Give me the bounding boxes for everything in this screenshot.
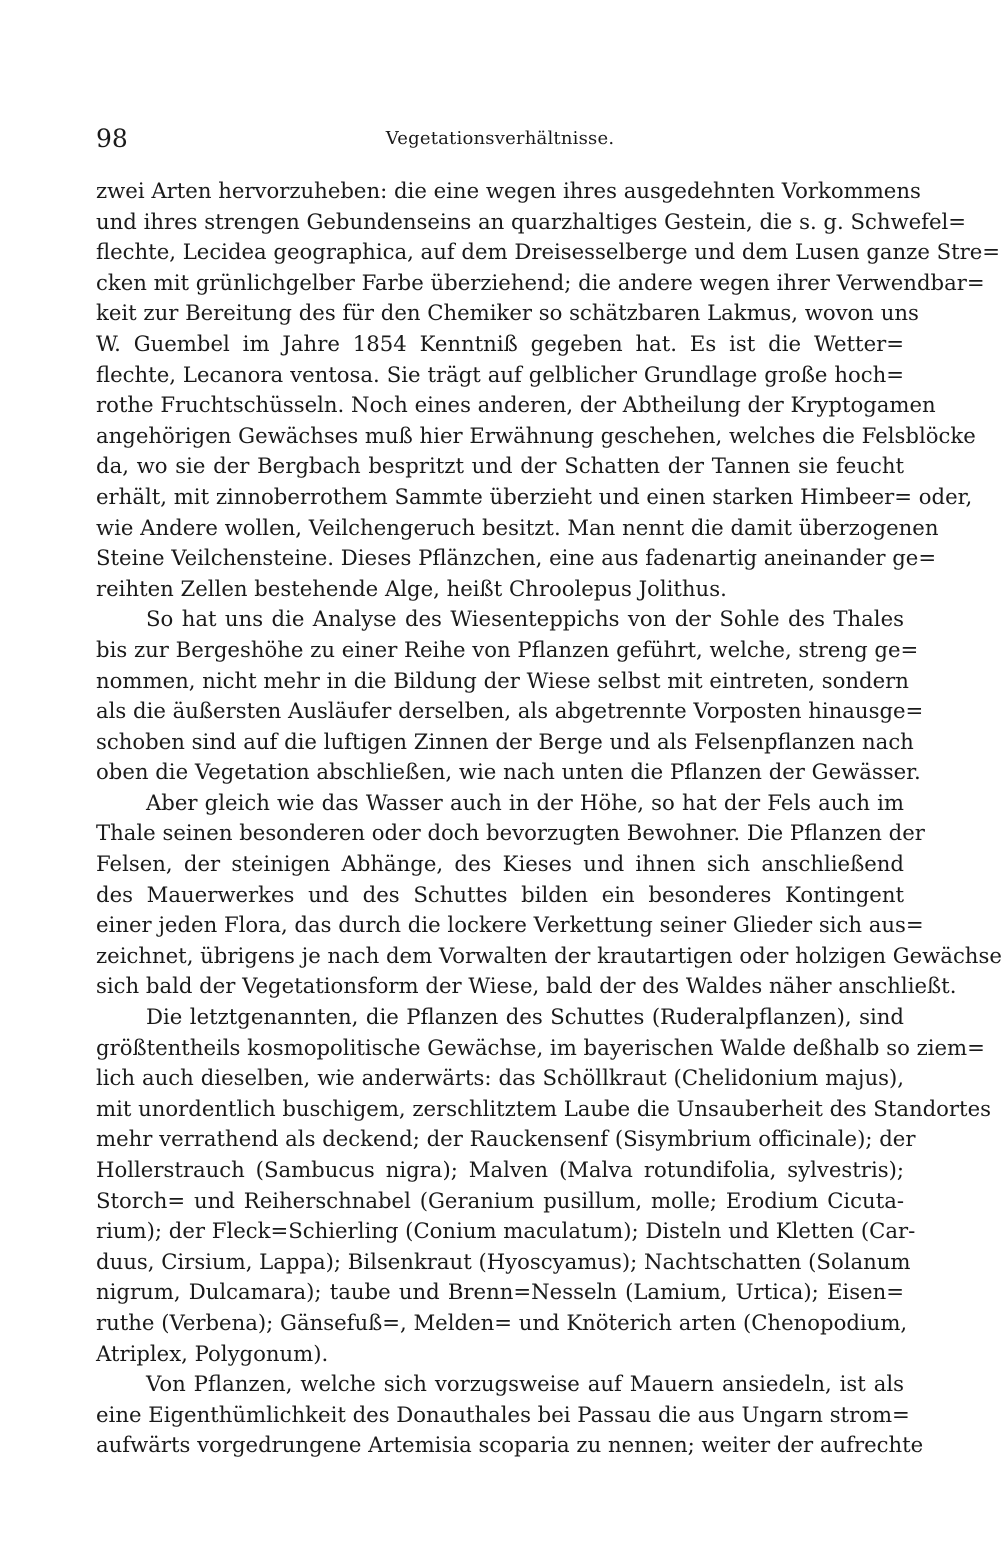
text-line: Storch= und Reiherschnabel (Geranium pusillum, molle; Erodium Cicuta- bbox=[96, 1187, 904, 1213]
text-line: sich bald der Vegetationsform der Wiese, bald der des Waldes näher anschließt. bbox=[96, 973, 957, 999]
text-line: flechte, Lecidea geographica, auf dem Dreisesselberge und dem Lusen ganze Stre= bbox=[96, 239, 1001, 265]
text-line: duus, Cirsium, Lappa); Bilsenkraut (Hyoscyamus); Nachtschatten (Solanum bbox=[96, 1248, 911, 1274]
text-line: Thale seinen besonderen oder doch bevorzugten Bewohner. Die Pflanzen der bbox=[96, 820, 925, 846]
text-line: des Mauerwerkes und des Schuttes bilden ein besonderes Kontingent bbox=[96, 881, 904, 907]
text-line: zwei Arten hervorzuheben: die eine wegen ihres ausgedehnten Vorkommens bbox=[96, 178, 921, 203]
text-line: Steine Veilchensteine. Dieses Pflänzchen, eine aus fadenartig aneinander ge= bbox=[96, 545, 937, 571]
page-header bbox=[96, 124, 904, 154]
text-line: ruthe (Verbena); Gänsefuß=, Melden= und Knöterich arten (Chenopodium, bbox=[96, 1309, 908, 1335]
text-line: mehr verrathend als deckend; der Rauckensenf (Sisymbrium officinale); der bbox=[96, 1126, 916, 1152]
text-line: lich auch dieselben, wie anderwärts: das Schöllkraut (Chelidonium majus), bbox=[96, 1065, 904, 1091]
running-head: Vegetationsverhältnisse. bbox=[385, 128, 615, 149]
text-line: wie Andere wollen, Veilchengeruch besitzt. Man nennt die damit überzogenen bbox=[96, 514, 939, 540]
text-line: W. Guembel im Jahre 1854 Kenntniß gegeben hat. Es ist die Wetter= bbox=[96, 330, 904, 356]
text-line: erhält, mit zinnoberrothem Sammte überzieht und einen starken Himbeer= oder, bbox=[96, 483, 973, 509]
body-text bbox=[96, 176, 1002, 1461]
text-line: nigrum, Dulcamara); taube und Brenn=Nesseln (Lamium, Urtica); Eisen= bbox=[96, 1279, 904, 1305]
text-line: zeichnet, übrigens je nach dem Vorwalten der krautartigen oder holzigen Gewächse bbox=[96, 942, 1002, 968]
text-line: mit unordentlich buschigem, zerschlitztem Laube die Unsauberheit des Standortes bbox=[96, 1095, 991, 1121]
text-line: Die letztgenannten, die Pflanzen des Schuttes (Ruderalpflanzen), sind bbox=[146, 1004, 904, 1030]
text-line: aufwärts vorgedrungene Artemisia scoparia zu nennen; weiter der aufrechte bbox=[96, 1432, 924, 1458]
text-line: Von Pflanzen, welche sich vorzugsweise auf Mauern ansiedeln, ist als bbox=[146, 1371, 904, 1397]
text-line: Aber gleich wie das Wasser auch in der Höhe, so hat der Fels auch im bbox=[146, 789, 904, 815]
text-line: keit zur Bereitung des für den Chemiker so schätzbaren Lakmus, wovon uns bbox=[96, 300, 919, 326]
text-line: oben die Vegetation abschließen, wie nach unten die Pflanzen der Gewässer. bbox=[96, 759, 921, 785]
page-number: 98 bbox=[96, 124, 128, 153]
text-line: So hat uns die Analyse des Wiesenteppichs von der Sohle des Thales bbox=[146, 606, 904, 632]
text-line: cken mit grünlichgelber Farbe überziehend; die andere wegen ihrer Verwendbar= bbox=[96, 269, 985, 295]
text-line: einer jeden Flora, das durch die lockere Verkettung seiner Glieder sich aus= bbox=[96, 912, 924, 938]
text-line: rothe Fruchtschüsseln. Noch eines anderen, der Abtheilung der Kryptogamen bbox=[96, 392, 936, 418]
text-line: nommen, nicht mehr in die Bildung der Wiese selbst mit eintreten, sondern bbox=[96, 667, 909, 693]
text-line: eine Eigenthümlichkeit des Donauthales bei Passau die aus Ungarn strom= bbox=[96, 1401, 910, 1427]
text-line: als die äußersten Ausläufer derselben, als abgetrennte Vorposten hinausge= bbox=[96, 698, 924, 724]
text-line: reihten Zellen bestehende Alge, heißt Chroolepus Jolithus. bbox=[96, 575, 727, 601]
text-line: flechte, Lecanora ventosa. Sie trägt auf gelblicher Grundlage große hoch= bbox=[96, 361, 904, 387]
text-line: Felsen, der steinigen Abhänge, des Kieses und ihnen sich anschließend bbox=[96, 851, 904, 877]
text-line: bis zur Bergeshöhe zu einer Reihe von Pflanzen geführt, welche, streng ge= bbox=[96, 636, 919, 662]
text-line: schoben sind auf die luftigen Zinnen der Berge und als Felsenpflanzen nach bbox=[96, 728, 914, 754]
text-line: rium); der Fleck=Schierling (Conium maculatum); Disteln und Kletten (Car- bbox=[96, 1218, 916, 1244]
text-line: Atriplex, Polygonum). bbox=[96, 1340, 329, 1366]
text-line: größtentheils kosmopolitische Gewächse, im bayerischen Walde deßhalb so ziem= bbox=[96, 1034, 985, 1060]
text-line: Hollerstrauch (Sambucus nigra); Malven (Malva rotundifolia, sylvestris); bbox=[96, 1157, 904, 1182]
text-line: und ihres strengen Gebundenseins an quarzhaltiges Gestein, die s. g. Schwefel= bbox=[96, 208, 967, 234]
text-line: angehörigen Gewächses muß hier Erwähnung geschehen, welches die Felsblöcke bbox=[96, 422, 976, 448]
text-line: da, wo sie der Bergbach bespritzt und der Schatten der Tannen sie feucht bbox=[96, 453, 904, 479]
